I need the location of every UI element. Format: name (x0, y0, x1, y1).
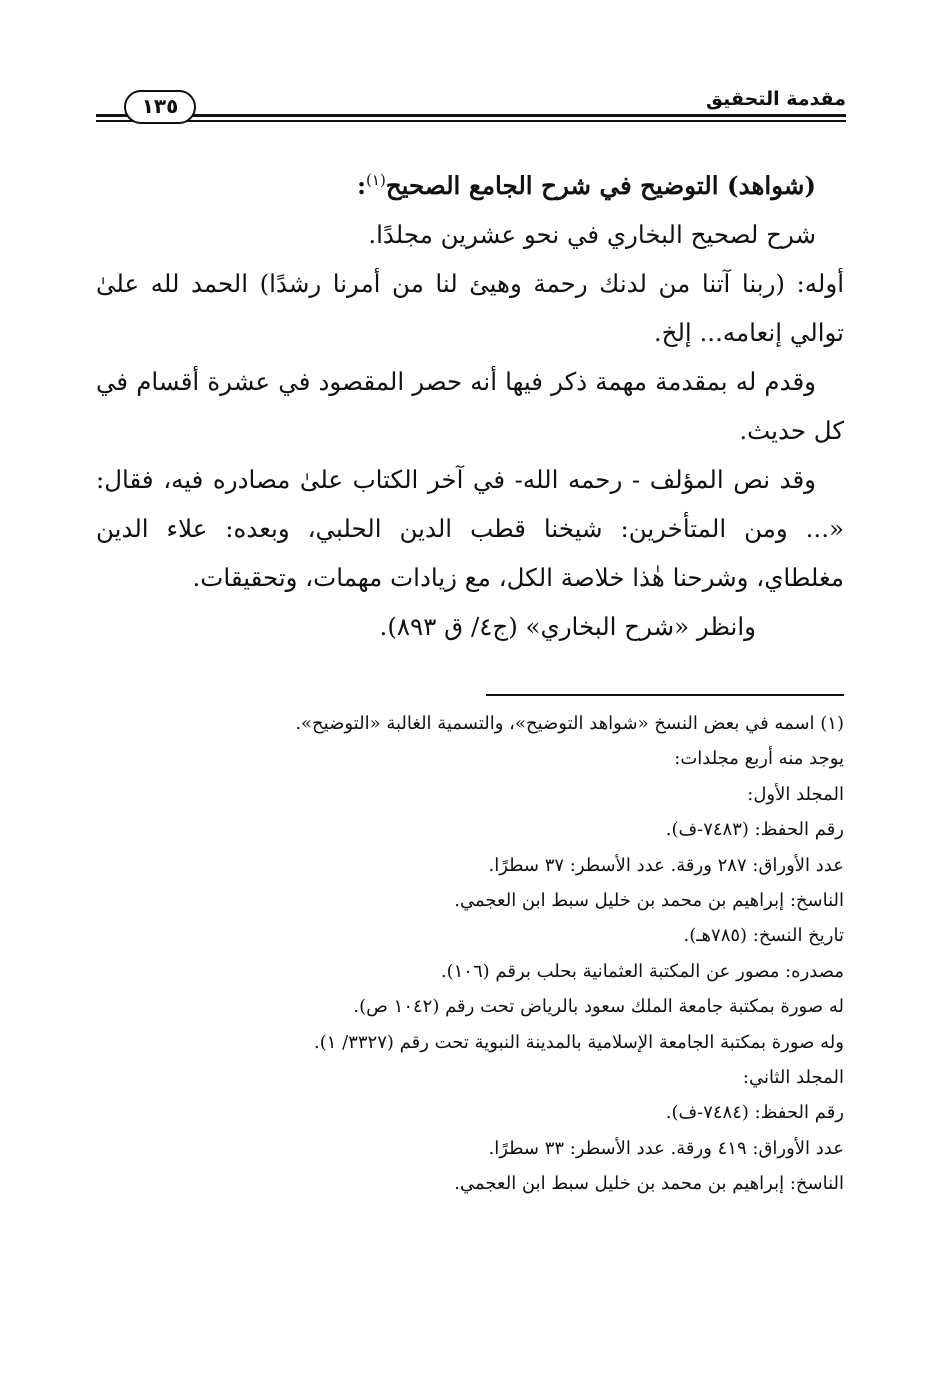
footnote-separator (486, 694, 844, 696)
paragraph-description: شرح لصحيح البخاري في نحو عشرين مجلدًا. (368, 220, 816, 250)
section-heading-colon: : (356, 171, 367, 201)
paragraph-introduction: وقدم له بمقدمة مهمة ذكر فيها أنه حصر المقصود في عشرة أقسام في كل حديث. (96, 367, 844, 446)
header-rule-thick (96, 114, 846, 117)
footnote-line: عدد الأوراق: ٤١٩ ورقة. عدد الأسطر: ٣٣ سطرًا. (488, 1137, 844, 1159)
page-header (96, 84, 846, 128)
running-title: مقدمة التحقيق (696, 84, 846, 114)
footnote-line: مصدره: مصور عن المكتبة العثمانية بحلب برقم (١٠٦). (440, 960, 844, 982)
footnote-line: رقم الحفظ: (٧٤٨٤-ف). (665, 1102, 844, 1124)
footnotes (96, 706, 844, 1202)
section-heading (96, 156, 844, 210)
footnote-line: له صورة بمكتبة جامعة الملك سعود بالرياض تحت رقم (١٠٤٢ ص). (353, 996, 844, 1018)
footnote-line: المجلد الأول: (747, 783, 844, 805)
paragraph-sources: وقد نص المؤلف - رحمه الله- في آخر الكتاب علىٰ مصادره فيه، فقال: «... ومن المتأخرين: شيخنا قطب الدين الحلبي، وبعده: علاء الدين مغلطاي، وشرحنا هٰذا خلاصة الكل، مع زيادات مهمات، وتحقيقات. (96, 465, 844, 593)
main-text (96, 156, 844, 651)
footnote-line: الناسخ: إبراهيم بن محمد بن خليل سبط ابن العجمي. (454, 1173, 844, 1195)
footnote-marker: (١) (366, 171, 386, 189)
paragraph-see-also: وانظر «شرح البخاري» (ج٤/ ق ٨٩٣). (379, 612, 756, 642)
footnote-line: يوجد منه أربع مجلدات: (674, 748, 844, 770)
paragraph-opening: أوله: (ربنا آتنا من لدنك رحمة وهيئ لنا من أمرنا رشدًا) الحمد لله علىٰ توالي إنعامه... إلخ. (96, 269, 844, 348)
page-number: ١٣٥ (124, 90, 196, 124)
section-heading-text: (شواهد) التوضيح في شرح الجامع الصحيح (385, 171, 816, 201)
footnote-line: (١) اسمه في بعض النسخ «شواهد التوضيح»، والتسمية الغالبة «التوضيح». (295, 713, 844, 734)
footnote-line: وله صورة بمكتبة الجامعة الإسلامية بالمدينة النبوية تحت رقم (٣٣٢٧/ ١). (313, 1031, 844, 1053)
header-rule-thin (96, 120, 846, 122)
footnote-line: عدد الأوراق: ٢٨٧ ورقة. عدد الأسطر: ٣٧ سطرًا. (488, 854, 844, 876)
footnote-line: الناسخ: إبراهيم بن محمد بن خليل سبط ابن العجمي. (454, 890, 844, 912)
footnote-line: المجلد الثاني: (742, 1067, 844, 1089)
footnote-line: رقم الحفظ: (٧٤٨٣-ف). (665, 819, 844, 841)
footnote-line: تاريخ النسخ: (٧٨٥هـ). (683, 925, 844, 947)
